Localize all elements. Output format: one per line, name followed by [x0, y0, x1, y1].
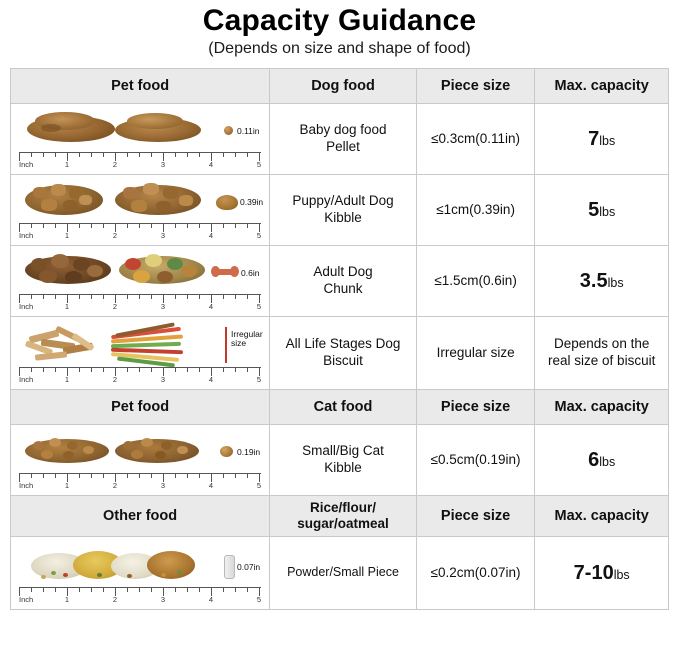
- ruler-number: 3: [160, 481, 166, 490]
- ruler-number: 2: [112, 231, 118, 240]
- ruler-unit-label: Inch: [19, 231, 34, 240]
- capacity-number: 5: [588, 198, 600, 221]
- food-image-cell-puppy-kibble: [11, 175, 270, 246]
- food-type-line2: Kibble: [324, 210, 362, 225]
- food-type-line2: Pellet: [326, 139, 360, 154]
- table-row: [11, 425, 669, 496]
- ruler-number: 1: [64, 302, 70, 311]
- food-type-cell: [270, 246, 417, 317]
- food-image-cell-baby-pellet: [11, 104, 270, 175]
- ruler-number: 5: [256, 160, 262, 169]
- food-type-line1: Small/Big Cat: [302, 443, 384, 459]
- piece-size-label: 0.19in: [237, 447, 261, 457]
- piece-size-cell: ≤0.3cm(0.11in): [416, 104, 535, 175]
- food-image-cell-adult-chunk: [11, 246, 270, 317]
- ruler-unit-label: Inch: [19, 302, 34, 311]
- ruler: [19, 473, 261, 491]
- header-piece-size: Piece size: [416, 69, 535, 104]
- ruler-number: 4: [208, 481, 214, 490]
- max-capacity-cell: [535, 537, 669, 610]
- table-row: [11, 175, 669, 246]
- piece-size-cell: Irregular size: [416, 317, 535, 390]
- ruler-number: 2: [112, 595, 118, 604]
- capacity-unit: lbs: [599, 454, 616, 469]
- piece-size-label-line1: Irregular: [231, 329, 263, 339]
- capacity-unit: lbs: [599, 204, 616, 219]
- header-piece-size: Piece size: [416, 496, 535, 537]
- header-pet-food: Pet food: [11, 390, 270, 425]
- food-type-line2: Biscuit: [323, 353, 363, 368]
- food-photo-powder: [11, 537, 269, 609]
- header-line1: Rice/flour/: [309, 500, 376, 516]
- piece-size-label: [231, 330, 263, 348]
- food-type-line1: Puppy/Adult Dog: [292, 193, 394, 209]
- ruler-unit-label: Inch: [19, 595, 34, 604]
- single-piece-sample: [224, 126, 233, 135]
- food-type-line2: Chunk: [323, 281, 363, 296]
- ruler-number: 5: [256, 375, 262, 384]
- food-photo-biscuit: [11, 317, 269, 389]
- food-type-cell: [270, 104, 417, 175]
- food-photo-puppy-kibble: [11, 175, 269, 245]
- header-pet-food: Pet food: [11, 69, 270, 104]
- ruler-number: 4: [208, 160, 214, 169]
- ruler-number: 1: [64, 160, 70, 169]
- ruler: [19, 587, 261, 605]
- ruler: [19, 223, 261, 241]
- piece-size-cell: ≤1.5cm(0.6in): [416, 246, 535, 317]
- single-piece-sample: [211, 264, 239, 280]
- ruler-number: 3: [160, 302, 166, 311]
- single-piece-sample: [224, 555, 235, 579]
- ruler-unit-label: Inch: [19, 481, 34, 490]
- food-type-line1: Baby dog food: [299, 122, 387, 138]
- header-other-food: Other food: [11, 496, 270, 537]
- ruler-number: 1: [64, 231, 70, 240]
- food-image-cell-powder: [11, 537, 270, 610]
- piece-size-cell: ≤0.2cm(0.07in): [416, 537, 535, 610]
- ruler: [19, 367, 261, 385]
- page-subtitle: (Depends on size and shape of food): [208, 40, 471, 57]
- food-photo-adult-chunk: [11, 246, 269, 316]
- ruler-unit-label: Inch: [19, 160, 34, 169]
- piece-size-cell: ≤1cm(0.39in): [416, 175, 535, 246]
- header-max-capacity: Max. capacity: [535, 390, 669, 425]
- max-capacity-cell: [535, 425, 669, 496]
- ruler-number: 4: [208, 375, 214, 384]
- ruler-number: 4: [208, 302, 214, 311]
- ruler-number: 3: [160, 160, 166, 169]
- ruler-number: 3: [160, 595, 166, 604]
- food-type-cell: [270, 175, 417, 246]
- capacity-guidance-page: [0, 4, 679, 671]
- ruler-number: 1: [64, 481, 70, 490]
- capacity-unit: lbs: [599, 133, 616, 148]
- piece-size-label: 0.39in: [240, 197, 264, 207]
- food-image-cell-biscuit: [11, 317, 270, 390]
- max-capacity-cell: [535, 175, 669, 246]
- single-piece-sample: [216, 195, 238, 210]
- header-cat-food: Cat food: [270, 390, 417, 425]
- table-row: [11, 246, 669, 317]
- ruler: [19, 152, 261, 170]
- header-piece-size: Piece size: [416, 390, 535, 425]
- food-type-line2: Kibble: [324, 460, 362, 475]
- food-photo-baby-pellet: [11, 104, 269, 174]
- ruler-number: 1: [64, 375, 70, 384]
- ruler-number: 1: [64, 595, 70, 604]
- ruler-number: 5: [256, 302, 262, 311]
- single-piece-sample: [220, 446, 233, 457]
- header-max-capacity: Max. capacity: [535, 69, 669, 104]
- table-row: [11, 104, 669, 175]
- header-rice-flour-sugar-oatmeal: [270, 496, 417, 537]
- piece-size-cell: ≤0.5cm(0.19in): [416, 425, 535, 496]
- ruler-number: 3: [160, 231, 166, 240]
- capacity-number: 7-10: [573, 561, 614, 584]
- ruler-number: 4: [208, 231, 214, 240]
- capacity-number: 7: [588, 127, 600, 150]
- cat-food-table: [10, 389, 669, 496]
- piece-size-label: 0.07in: [237, 562, 261, 572]
- ruler-number: 3: [160, 375, 166, 384]
- food-type-line1: Adult Dog: [313, 264, 373, 280]
- capacity-number: 3.5: [579, 269, 608, 292]
- food-photo-cat-kibble: [11, 425, 269, 495]
- capacity-unit: lbs: [613, 567, 630, 582]
- ruler-number: 2: [112, 302, 118, 311]
- food-image-cell-cat-kibble: [11, 425, 270, 496]
- ruler: [19, 294, 261, 312]
- size-indicator-bar: [225, 327, 227, 363]
- table-header-row-other: [11, 496, 669, 537]
- ruler-number: 5: [256, 595, 262, 604]
- food-type-cell: [270, 317, 417, 390]
- food-type-line1: All Life Stages Dog: [285, 336, 401, 352]
- ruler-number: 2: [112, 160, 118, 169]
- food-type-cell: Powder/Small Piece: [270, 537, 417, 610]
- other-food-table: [10, 495, 669, 610]
- max-capacity-cell: [535, 246, 669, 317]
- header-dog-food: Dog food: [270, 69, 417, 104]
- table-header-row-cat: [11, 390, 669, 425]
- ruler-number: 5: [256, 231, 262, 240]
- piece-size-label-line2: size: [231, 337, 247, 348]
- food-type-cell: [270, 425, 417, 496]
- piece-size-label: 0.6in: [241, 268, 260, 278]
- ruler-number: 2: [112, 481, 118, 490]
- page-title: Capacity Guidance: [202, 4, 477, 37]
- max-capacity-cell: [535, 317, 669, 390]
- table-row: [11, 537, 669, 610]
- table-header-row-dog: [11, 69, 669, 104]
- piece-size-label: 0.11in: [237, 126, 260, 136]
- header-max-capacity: Max. capacity: [535, 496, 669, 537]
- capacity-number: 6: [588, 448, 600, 471]
- capacity-unit: lbs: [607, 275, 624, 290]
- capacity-line2: real size of biscuit: [548, 353, 656, 368]
- max-capacity-cell: [535, 104, 669, 175]
- dog-food-table: [10, 68, 669, 390]
- header-line2: sugar/oatmeal: [297, 516, 389, 531]
- capacity-line1: Depends on the: [554, 336, 650, 352]
- ruler-unit-label: Inch: [19, 375, 34, 384]
- table-row: [11, 317, 669, 390]
- ruler-number: 5: [256, 481, 262, 490]
- ruler-number: 2: [112, 375, 118, 384]
- ruler-number: 4: [208, 595, 214, 604]
